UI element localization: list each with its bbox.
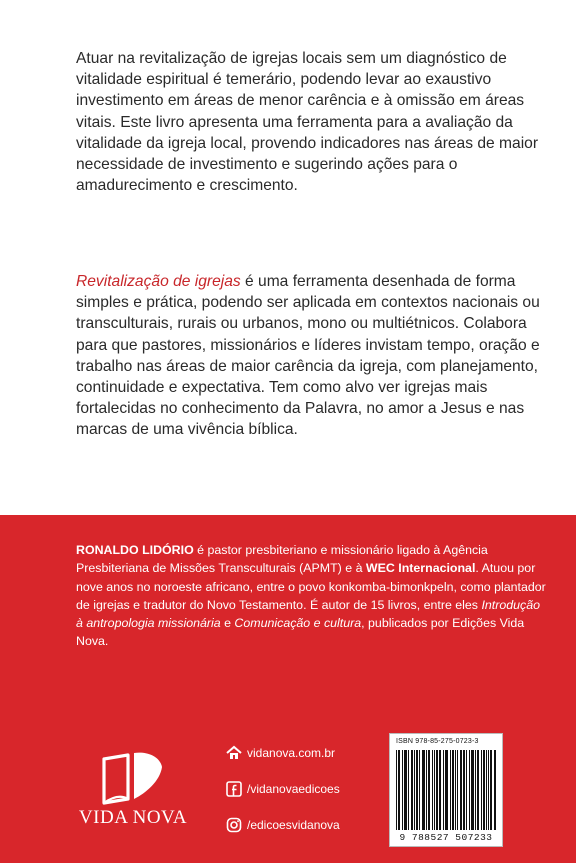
website-link[interactable] [226,741,376,764]
website-text: vidanova.com.br [247,745,336,760]
author-bio-text-1: é pastor presbiteriano e missionário ligado à Agência Presbiteriana de Missões Transculturais (APMT) e à [76,543,488,576]
author-book-1: Introdução à antropologia missionária [76,597,541,631]
author-bio-text-4: , publicados por Edições Vida Nova. [76,616,525,649]
facebook-link[interactable] [226,777,376,800]
author-bio-text-3: e [220,616,235,631]
barcode-bars [396,750,496,830]
facebook-text: /vidanovaedicoes [247,781,340,796]
author-section [0,515,576,863]
publisher-logo [78,749,188,849]
author-book-2: Comunicação e cultura [234,616,362,631]
isbn-barcode [389,733,503,847]
instagram-link[interactable] [226,813,376,836]
description-paragraph-2 [76,271,546,441]
author-org: WEC Internacional [365,561,476,576]
vida-nova-logo-icon [100,749,164,807]
facebook-icon [226,781,242,797]
book-title-highlight: Revitalização de igrejas [76,273,241,290]
publisher-name: VIDA NOVA [78,807,188,828]
author-bio [76,541,546,651]
isbn-label: ISBN 978-85-275-0723-3 [396,738,479,745]
instagram-text: /edicoesvidanova [247,817,340,832]
author-name: RONALDO LIDÓRIO [76,543,194,557]
instagram-icon [226,817,242,833]
isbn-digits: 9 788527 507233 [399,832,493,843]
description-paragraph-1: Atuar na revitalização de igrejas locais sem um diagnóstico de vitalidade espiritual é temerário, podendo levar ao exaustivo investimento em áreas de menor carência e à omissão em áreas vitais. Este livro apresenta uma ferramenta para a avaliação da vitalidade da igreja local, provendo indicadores nas áreas de maior necessidade de investimento e sugerindo ações para o amadurecimento e crescimento. [76,50,539,195]
author-bio-text-2: . Atuou por nove anos no noroeste africano, entre o povo konkomba-bimonkpeln, como plantador de igrejas e tradutor do Novo Testamento. É autor de 15 livros, entre eles [76,561,546,612]
home-icon [226,745,242,761]
social-links [226,741,376,849]
description-paragraph-2-text: é uma ferramenta desenhada de forma simples e prática, podendo ser aplicada em contextos nacionais ou transculturais, rurais ou urbanos, mono ou multiétnicos. Colabora para que pastores, missionários e líderes invistam tempo, oração e trabalho nas áreas de maior carência da igreja, com planejamento, continuidade e expectativa. Tem como alvo ver igrejas mais fortalecidas no conhecimento da Palavra, no amor a Jesus e nas marcas de uma vivência bíblica. [76,273,540,439]
